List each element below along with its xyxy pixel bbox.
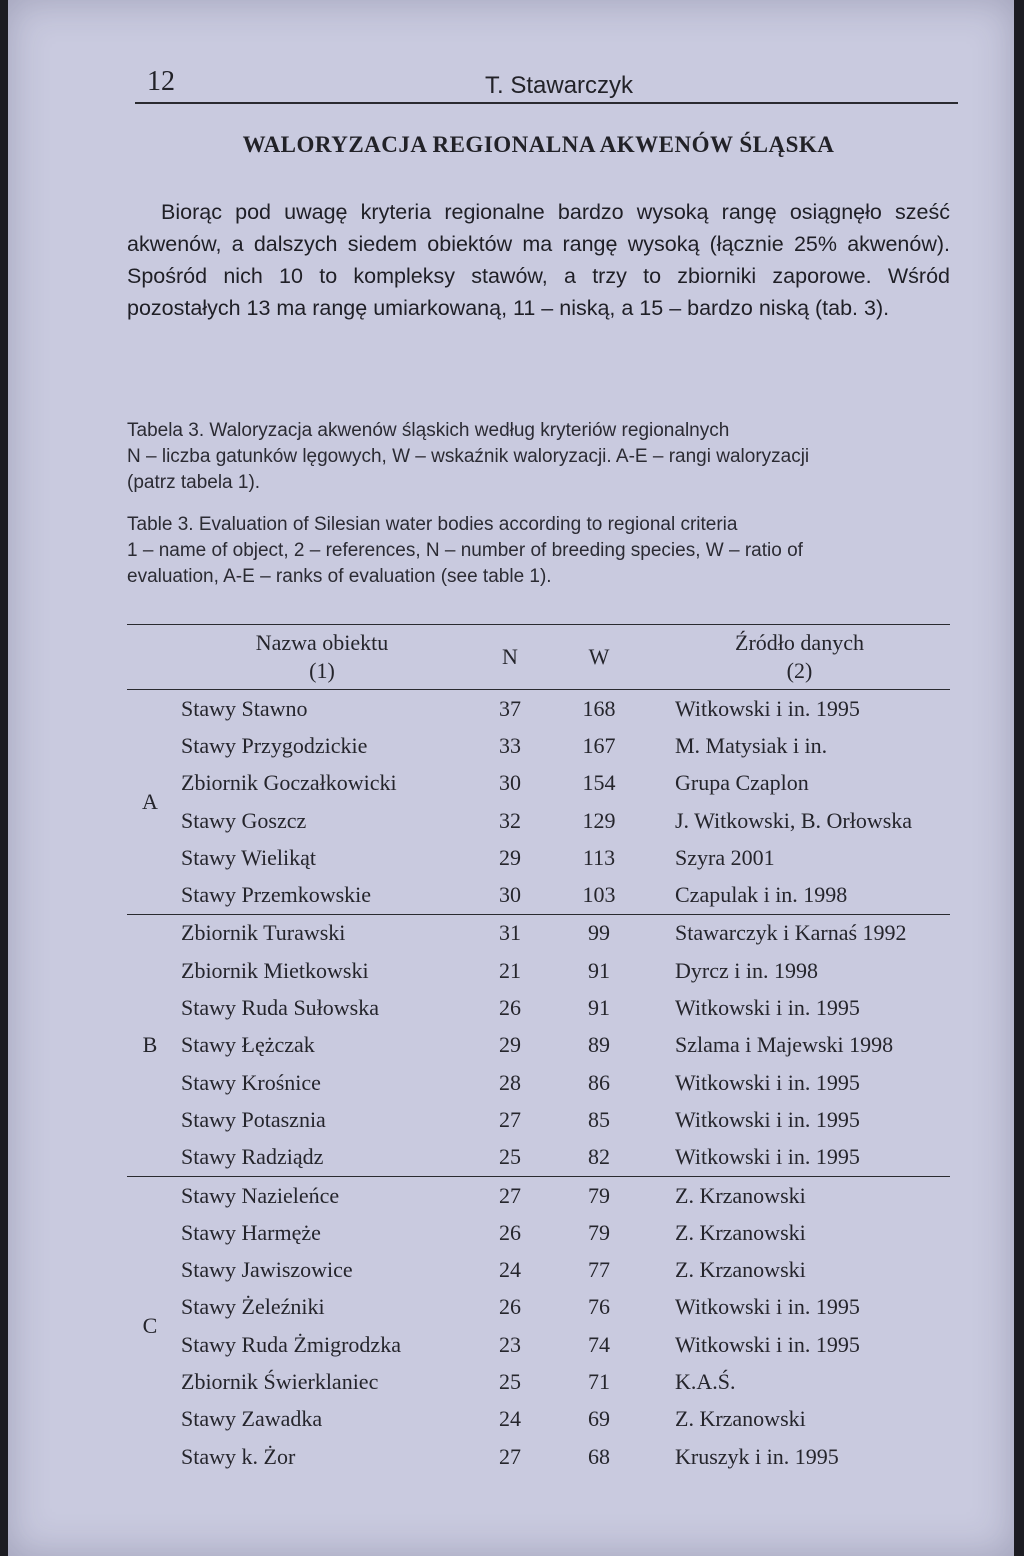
table-caption-polish [127, 418, 950, 496]
w-value-cell: 129 [582, 807, 616, 833]
n-value-cell: 25 [499, 1368, 521, 1394]
source-cell: Szlama i Majewski 1998 [675, 1032, 894, 1058]
source-cell: Z. Krzanowski [675, 1182, 806, 1208]
w-value-cell: 167 [582, 732, 616, 758]
caption-line: Table 3. Evaluation of Silesian water bodies according to regional criteria [127, 514, 738, 535]
object-name-cell: Stawy Harmęże [181, 1219, 321, 1245]
object-name-cell: Stawy k. Żor [181, 1443, 296, 1469]
n-value-cell: 32 [499, 807, 521, 833]
object-name-cell: Zbiornik Turawski [181, 920, 346, 946]
header-name-label: Nazwa obiektu [255, 630, 389, 655]
header-rank [127, 625, 173, 690]
table-row [127, 989, 950, 1026]
valuation-table [127, 624, 950, 1475]
w-value-cell: 103 [582, 882, 616, 908]
w-value-cell: 79 [588, 1182, 610, 1208]
object-name-cell: Stawy Potasznia [181, 1106, 326, 1132]
object-name-cell: Stawy Przygodzickie [181, 732, 368, 758]
rank-label: A [142, 788, 158, 814]
header-name-number: (1) [309, 658, 335, 683]
w-value-cell: 74 [588, 1331, 610, 1357]
w-value-cell: 99 [588, 920, 610, 946]
object-name-cell: Stawy Zawadka [181, 1406, 323, 1432]
table-row [127, 1214, 950, 1251]
source-cell: M. Matysiak i in. [675, 732, 828, 758]
w-value-cell: 71 [588, 1368, 610, 1394]
table-row [127, 1289, 950, 1326]
page-header [135, 60, 958, 104]
table-caption-english [127, 512, 950, 590]
table-row [127, 952, 950, 989]
table-row [127, 1101, 950, 1138]
table-row [127, 1027, 950, 1064]
w-value-cell: 76 [588, 1294, 610, 1320]
section-title: WALORYZACJA REGIONALNA AKWENÓW ŚLĄSKA [242, 132, 835, 157]
table-row [127, 765, 950, 802]
table-row [127, 914, 950, 952]
rank-label: B [142, 1032, 158, 1058]
n-value-cell: 26 [499, 995, 521, 1021]
n-value-cell: 24 [499, 1257, 521, 1283]
object-name-cell: Zbiornik Świerklaniec [181, 1368, 379, 1394]
object-name-cell: Stawy Ruda Sułowska [181, 995, 379, 1021]
n-value-cell: 26 [499, 1294, 521, 1320]
w-value-cell: 113 [582, 844, 616, 870]
w-value-cell: 91 [588, 995, 610, 1021]
object-name-cell: Stawy Jawiszowice [181, 1257, 353, 1283]
n-value-cell: 26 [499, 1219, 521, 1245]
source-cell: Dyrcz i in. 1998 [675, 957, 818, 983]
n-value-cell: 29 [499, 844, 521, 870]
w-value-cell: 69 [588, 1406, 610, 1432]
table-row [127, 802, 950, 839]
object-name-cell: Stawy Żeleźniki [181, 1294, 325, 1320]
object-name-cell: Stawy Wielikąt [181, 844, 316, 870]
w-value-cell: 77 [588, 1257, 610, 1283]
body-text [127, 196, 950, 324]
caption-line: (patrz tabela 1). [127, 472, 261, 493]
source-cell: Czapulak i in. 1998 [675, 882, 848, 908]
header-name [173, 625, 471, 690]
source-cell: Z. Krzanowski [675, 1219, 806, 1245]
caption-line: N – liczba gatunków lęgowych, W – wskaźnik waloryzacji. A-E – rangi waloryzacji [127, 446, 810, 467]
header-n: N [502, 644, 518, 669]
w-value-cell: 91 [588, 957, 610, 983]
paragraph: Biorąc pod uwagę kryteria regionalne bardzo wysoką rangę osiągnęło sześć akwenów, a dalszych siedem obiektów ma rangę wysoką (łącznie 25% akwenów). Spośród nich 10 to kompleksy stawów, a trzy to zbiorniki zaporowe. Wśród pozostałych 13 ma rangę umiarkowaną, 11 – niską, a 15 – bardzo niską (tab. 3). [127, 200, 950, 320]
source-cell: K.A.Ś. [675, 1368, 736, 1394]
object-name-cell: Stawy Stawno [181, 695, 308, 721]
table-row [127, 1176, 950, 1214]
w-value-cell: 89 [588, 1032, 610, 1058]
n-value-cell: 27 [499, 1443, 521, 1469]
table-row [127, 1326, 950, 1363]
source-cell: Witkowski i in. 1995 [675, 1144, 860, 1170]
caption-line: evaluation, A-E – ranks of evaluation (see table 1). [127, 566, 552, 587]
object-name-cell: Zbiornik Mietkowski [181, 957, 369, 983]
source-cell: Stawarczyk i Karnaś 1992 [675, 920, 907, 946]
source-cell: J. Witkowski, B. Orłowska [675, 807, 913, 833]
w-value-cell: 85 [588, 1106, 610, 1132]
caption-line: Tabela 3. Waloryzacja akwenów śląskich według kryteriów regionalnych [127, 420, 730, 441]
table-row [127, 876, 950, 914]
n-value-cell: 21 [499, 957, 521, 983]
n-value-cell: 25 [499, 1144, 521, 1170]
object-name-cell: Stawy Radziądz [181, 1144, 324, 1170]
header-source-label: Źródło danych [735, 630, 864, 655]
source-cell: Kruszyk i in. 1995 [675, 1443, 839, 1469]
w-value-cell: 154 [582, 770, 616, 796]
w-value-cell: 168 [582, 695, 616, 721]
running-head: T. Stawarczyk [485, 72, 634, 99]
table-row [127, 690, 950, 728]
object-name-cell: Stawy Łężczak [181, 1032, 315, 1058]
data-table [127, 624, 950, 1475]
table-row [127, 1064, 950, 1101]
object-name-cell: Stawy Goszcz [181, 807, 307, 833]
table-row [127, 727, 950, 764]
object-name-cell: Zbiornik Goczałkowicki [181, 770, 397, 796]
n-value-cell: 30 [499, 882, 521, 908]
source-cell: Witkowski i in. 1995 [675, 1294, 860, 1320]
rank-group-b [127, 914, 950, 1176]
n-value-cell: 23 [499, 1331, 521, 1357]
n-value-cell: 37 [499, 695, 521, 721]
source-cell: Z. Krzanowski [675, 1406, 806, 1432]
caption-line: 1 – name of object, 2 – references, N – number of breeding species, W – ratio of [127, 540, 803, 561]
table-row [127, 1251, 950, 1288]
w-value-cell: 79 [588, 1219, 610, 1245]
n-value-cell: 33 [499, 732, 521, 758]
table-row [127, 1363, 950, 1400]
page-number: 12 [147, 66, 175, 97]
source-cell: Witkowski i in. 1995 [675, 1331, 860, 1357]
n-value-cell: 29 [499, 1032, 521, 1058]
n-value-cell: 31 [499, 920, 521, 946]
n-value-cell: 24 [499, 1406, 521, 1432]
header-source [649, 625, 950, 690]
w-value-cell: 68 [588, 1443, 610, 1469]
rank-group-c [127, 1176, 950, 1475]
n-value-cell: 27 [499, 1106, 521, 1132]
table-row [127, 1139, 950, 1177]
source-cell: Szyra 2001 [675, 844, 775, 870]
object-name-cell: Stawy Przemkowskie [181, 882, 372, 908]
source-cell: Witkowski i in. 1995 [675, 1069, 860, 1095]
header-source-number: (2) [786, 658, 813, 683]
n-value-cell: 30 [499, 770, 521, 796]
object-name-cell: Stawy Nazieleńce [181, 1182, 340, 1208]
source-cell: Witkowski i in. 1995 [675, 995, 860, 1021]
header-w: W [588, 644, 610, 669]
source-cell: Witkowski i in. 1995 [675, 695, 860, 721]
source-cell: Z. Krzanowski [675, 1257, 806, 1283]
rank-group-a [127, 690, 950, 915]
table-header [127, 625, 950, 690]
object-name-cell: Stawy Krośnice [181, 1069, 321, 1095]
w-value-cell: 82 [588, 1144, 610, 1170]
n-value-cell: 28 [499, 1069, 521, 1095]
object-name-cell: Stawy Ruda Żmigrodzka [181, 1331, 401, 1357]
w-value-cell: 86 [588, 1069, 610, 1095]
table-row [127, 1438, 950, 1475]
table-row [127, 1401, 950, 1438]
source-cell: Witkowski i in. 1995 [675, 1106, 860, 1132]
rank-label: C [142, 1313, 158, 1339]
table-row [127, 839, 950, 876]
n-value-cell: 27 [499, 1182, 521, 1208]
source-cell: Grupa Czaplon [675, 770, 809, 796]
